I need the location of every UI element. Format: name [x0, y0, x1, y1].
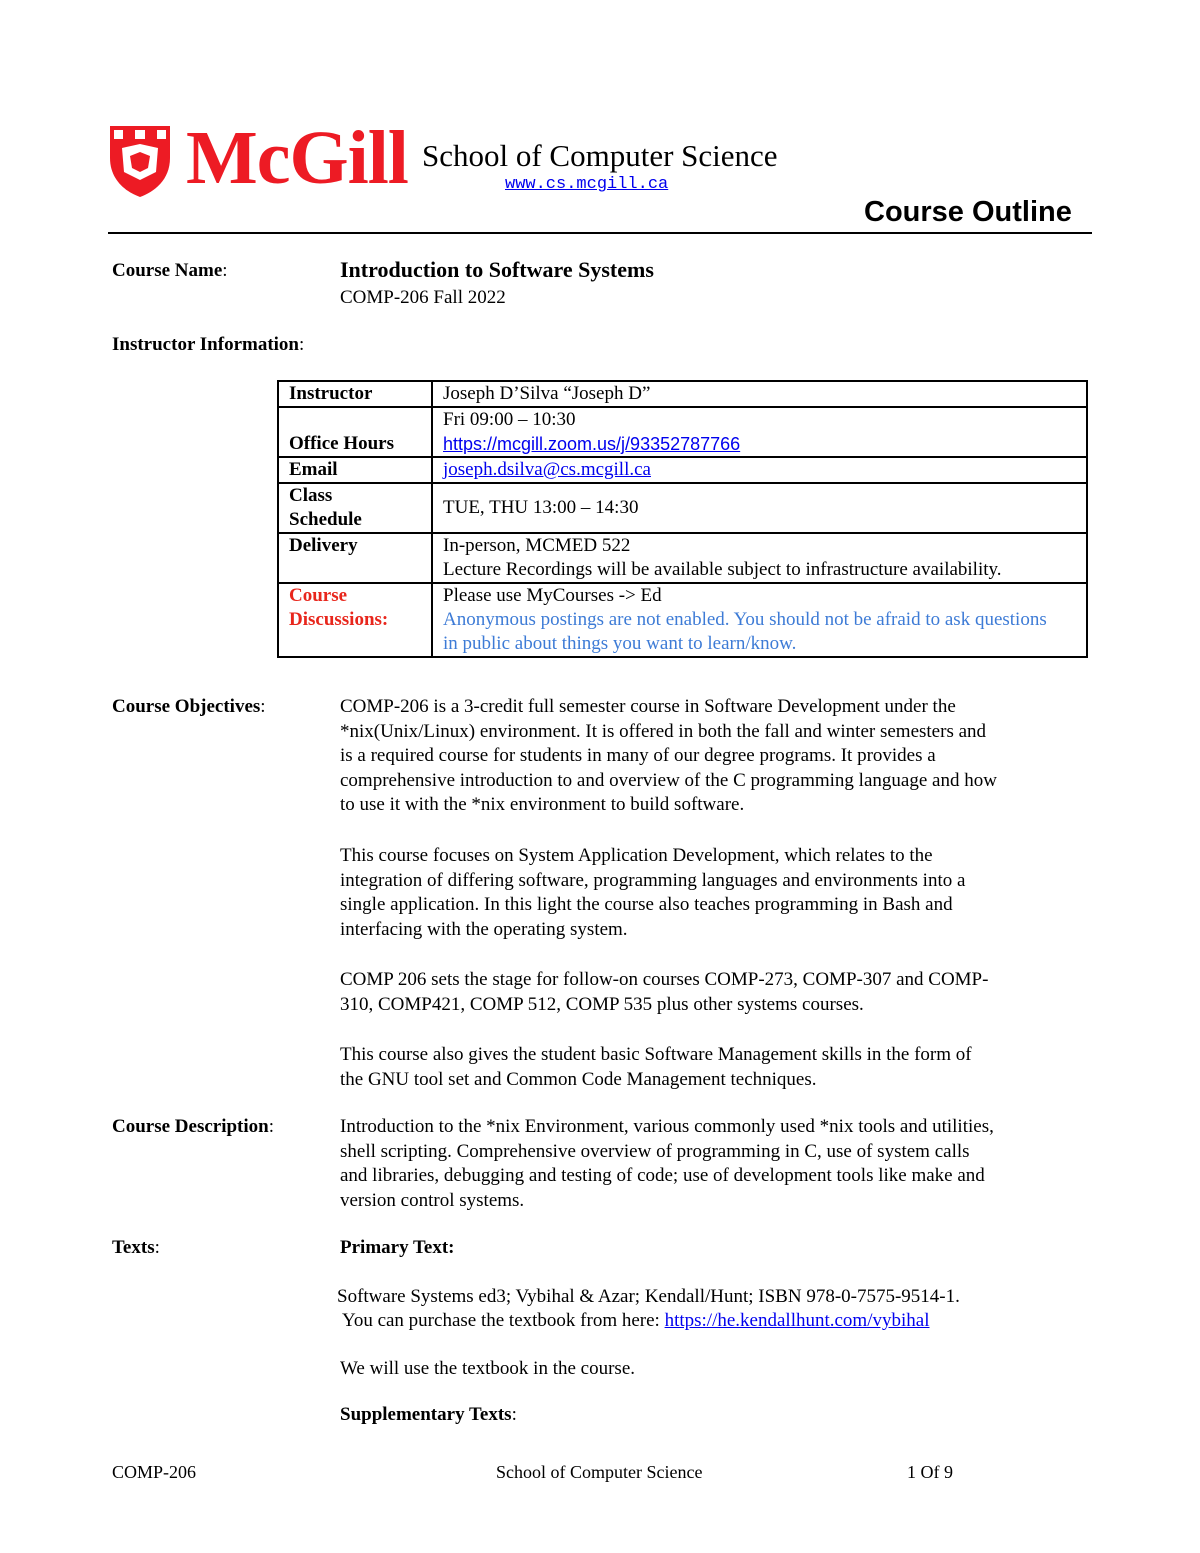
- text-line: version control systems.: [340, 1189, 525, 1211]
- discussions-note-line2: in public about things you want to learn/know.: [443, 633, 797, 654]
- text-line: 310, COMP421, COMP 512, COMP 535 plus other systems courses.: [340, 993, 864, 1015]
- course-description-text: [340, 1115, 1092, 1213]
- school-name: School of Computer Science: [422, 138, 778, 173]
- delivery-value: [432, 533, 1087, 583]
- discussions-key-line1: Course: [289, 585, 348, 606]
- discussions-line1: Please use MyCourses -> Ed: [443, 585, 662, 606]
- instructor-value: Joseph D’Silva “Joseph D”: [432, 381, 1087, 407]
- primary-text-book: Software Systems ed3; Vybihal & Azar; Kendall/Hunt; ISBN 978-0-7575-9514-1.: [337, 1286, 960, 1307]
- footer-school: School of Computer Science: [496, 1462, 703, 1482]
- primary-text-heading: Primary Text:: [340, 1237, 455, 1258]
- objectives-paragraph-2: [340, 844, 1092, 942]
- objectives-paragraph-1: [340, 695, 1092, 818]
- office-hours-value: [432, 407, 1087, 457]
- course-name-value: Introduction to Software Systems: [340, 257, 654, 282]
- text-line: COMP 206 sets the stage for follow-on courses COMP-273, COMP-307 and COMP-: [340, 969, 989, 990]
- purchase-line: [342, 1309, 929, 1334]
- text-line: *nix(Unix/Linux) environment. It is offered in both the fall and winter semesters and: [340, 720, 987, 742]
- course-objectives-label: Course Objectives:: [112, 696, 266, 717]
- table-row: [278, 381, 1087, 407]
- kendallhunt-link[interactable]: https://he.kendallhunt.com/vybihal: [664, 1310, 930, 1331]
- text-line: This course focuses on System Application Development, which relates to the: [340, 845, 933, 866]
- office-hours-time: Fri 09:00 – 10:30: [443, 409, 576, 430]
- table-row: [278, 407, 1087, 457]
- text-line: integration of differing software, programming languages and environments into a: [340, 869, 966, 891]
- email-value: [432, 457, 1087, 483]
- website-link[interactable]: www.cs.mcgill.ca: [505, 175, 669, 194]
- class-schedule-key-line2: Schedule: [289, 509, 362, 530]
- textbook-usage: We will use the textbook in the course.: [340, 1358, 636, 1379]
- zoom-link[interactable]: https://mcgill.zoom.us/j/93352787766: [443, 434, 741, 454]
- delivery-key: Delivery: [278, 533, 432, 583]
- text-line: shell scripting. Comprehensive overview of programming in C, use of system calls: [340, 1140, 970, 1162]
- table-row: [278, 583, 1087, 657]
- header-divider: [108, 232, 1092, 234]
- course-description-label: Course Description:: [112, 1116, 275, 1137]
- text-line: comprehensive introduction to and overview of the C programming language and how: [340, 769, 997, 791]
- email-key: Email: [278, 457, 432, 483]
- course-code-term: COMP-206 Fall 2022: [340, 287, 506, 308]
- discussions-key-line2: Discussions:: [289, 609, 389, 630]
- supplementary-texts-heading: Supplementary Texts:: [340, 1404, 517, 1425]
- footer-course-code: COMP-206: [112, 1462, 197, 1482]
- texts-label: Texts:: [112, 1237, 160, 1258]
- text-line: COMP-206 is a 3-credit full semester course in Software Development under the: [340, 696, 956, 717]
- class-schedule-key: [278, 483, 432, 533]
- email-link[interactable]: joseph.dsilva@cs.mcgill.ca: [443, 459, 651, 480]
- instructor-key: Instructor: [278, 381, 432, 407]
- instructor-table: [277, 380, 1088, 658]
- purchase-prefix: You can purchase the textbook from here:: [342, 1310, 665, 1331]
- mcgill-logo: McGill: [186, 116, 408, 200]
- delivery-line2: Lecture Recordings will be available subject to infrastructure availability.: [443, 559, 1002, 580]
- class-schedule-value: TUE, THU 13:00 – 14:30: [432, 483, 1087, 533]
- discussions-value: [432, 583, 1087, 657]
- text-line: interfacing with the operating system.: [340, 918, 628, 940]
- objectives-paragraph-3: [340, 968, 1092, 1017]
- office-hours-key: Office Hours: [278, 407, 432, 457]
- objectives-paragraph-4: [340, 1043, 1092, 1092]
- text-line: the GNU tool set and Common Code Management techniques.: [340, 1068, 817, 1090]
- table-row: [278, 457, 1087, 483]
- text-line: is a required course for students in many of our degree programs. It provides a: [340, 745, 936, 767]
- table-row: [278, 483, 1087, 533]
- table-row: [278, 533, 1087, 583]
- text-line: This course also gives the student basic Software Management skills in the form of: [340, 1044, 972, 1065]
- delivery-line1: In-person, MCMED 522: [443, 535, 631, 556]
- mcgill-crest-icon: [108, 124, 172, 198]
- instructor-info-label: Instructor Information:: [112, 334, 305, 355]
- discussions-note-line1: Anonymous postings are not enabled. You should not be afraid to ask questions: [443, 609, 1047, 630]
- footer-page-number: 1 Of 9: [907, 1462, 953, 1482]
- text-line: Introduction to the *nix Environment, various commonly used *nix tools and utilities,: [340, 1116, 994, 1137]
- text-line: to use it with the *nix environment to build software.: [340, 794, 745, 816]
- course-name-label: Course Name:: [112, 260, 228, 281]
- document-title: Course Outline: [864, 196, 1072, 228]
- class-schedule-key-line1: Class: [289, 485, 333, 506]
- text-line: single application. In this light the course also teaches programming in Bash and: [340, 894, 953, 916]
- text-line: and libraries, debugging and testing of code; use of development tools like make and: [340, 1165, 985, 1187]
- discussions-key: [278, 583, 432, 657]
